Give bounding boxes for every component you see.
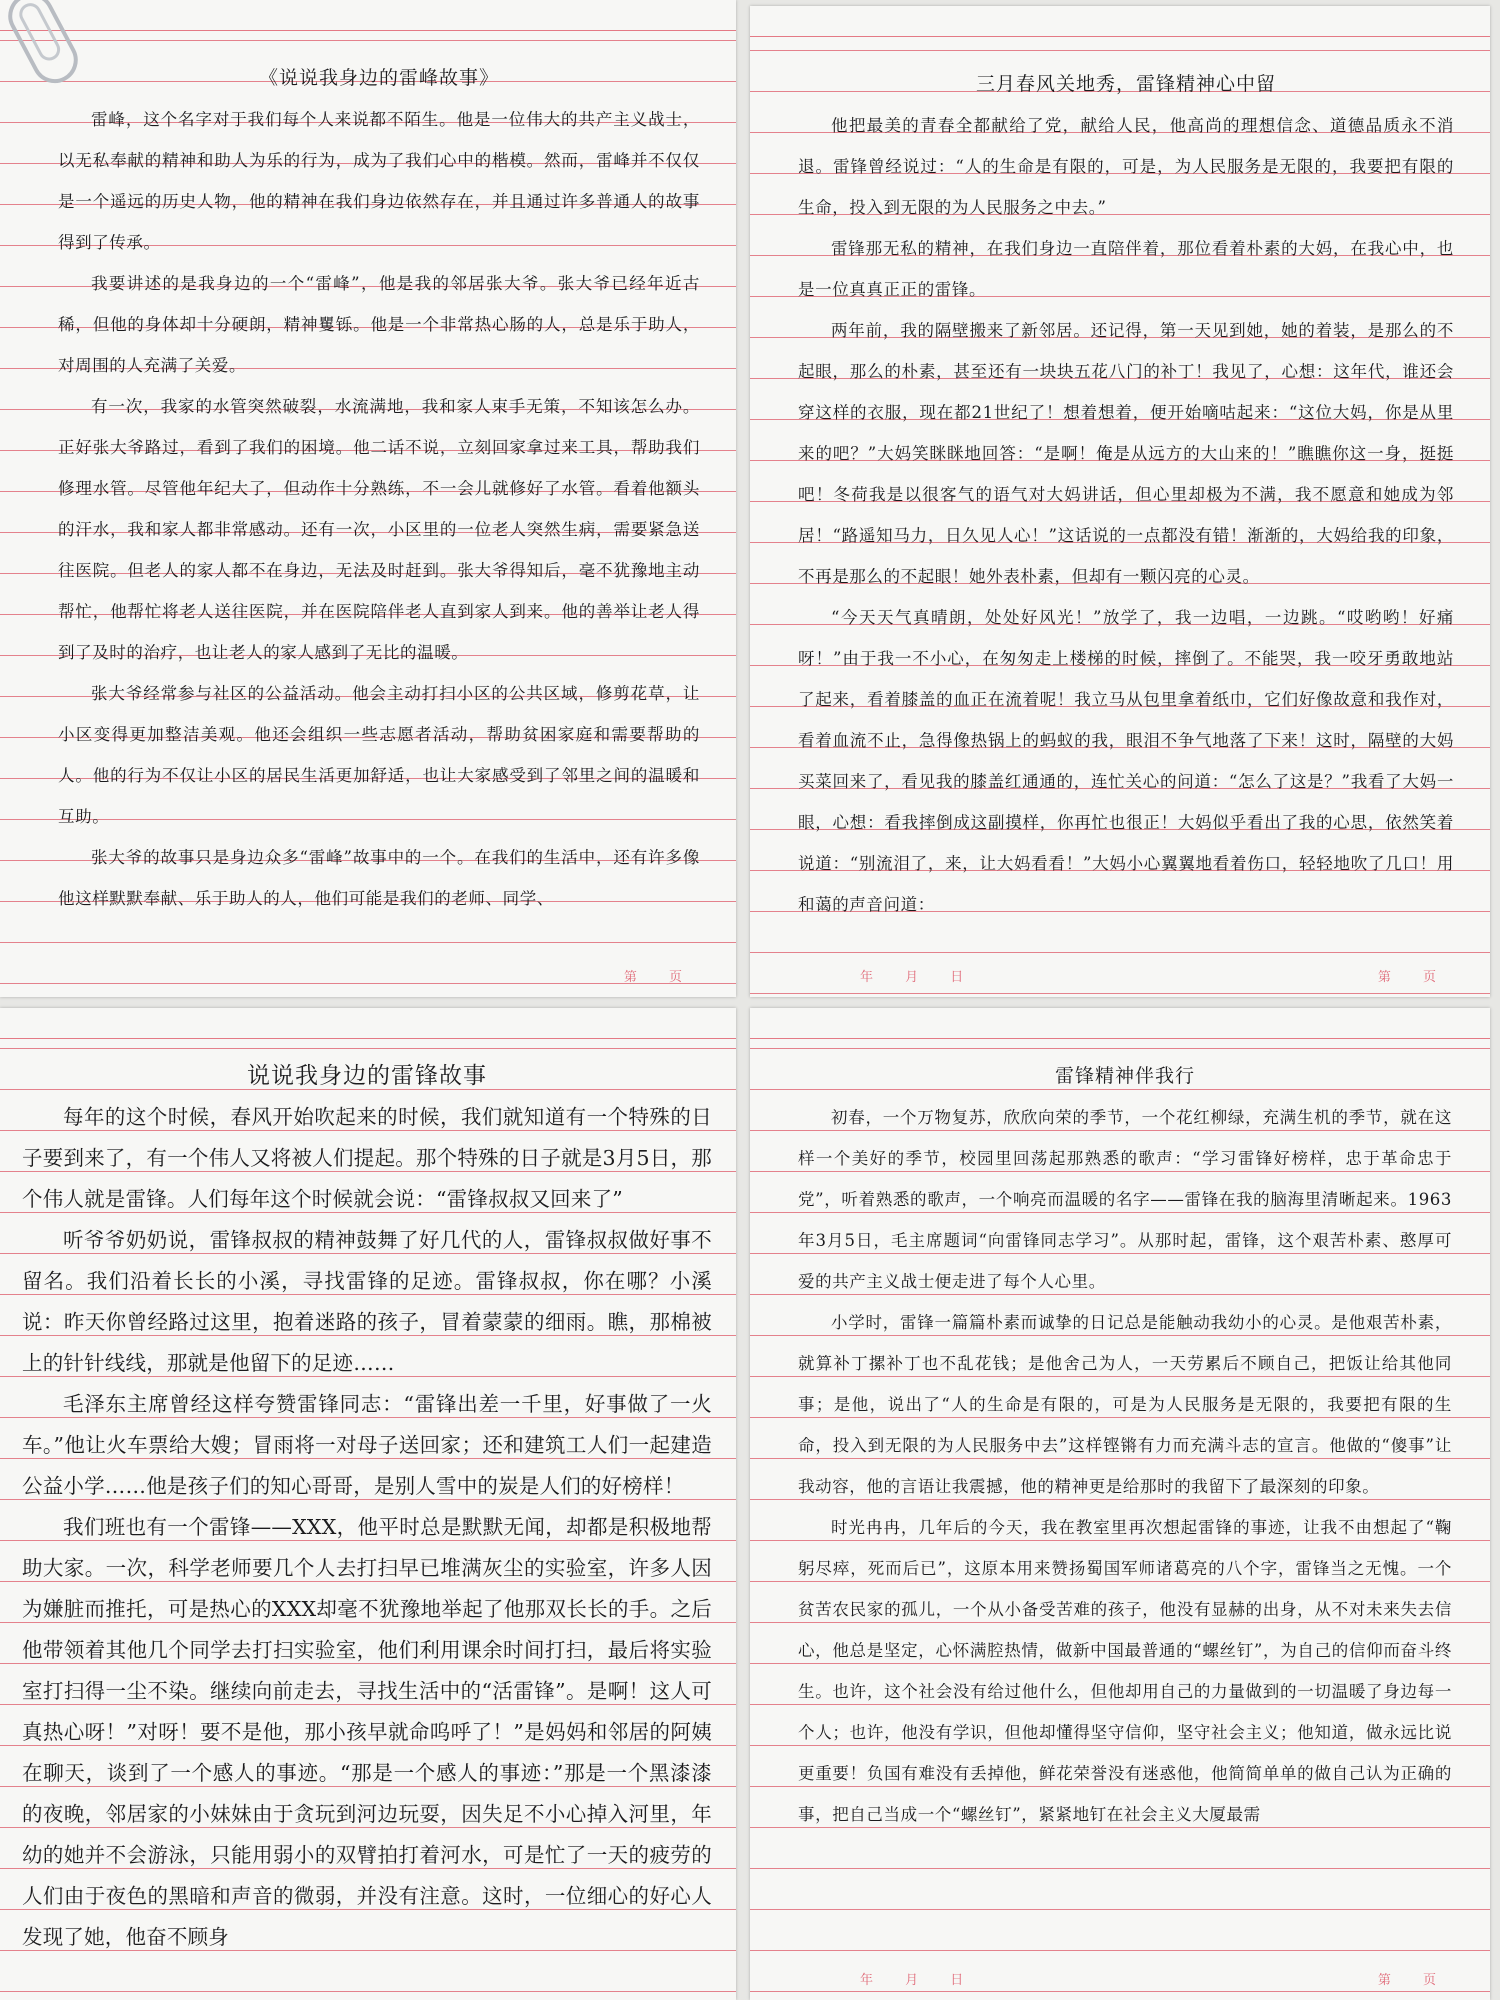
essay-page-1 xyxy=(0,0,736,997)
essay-1-paragraph: 雷峰，这个名字对于我们每个人来说都不陌生。他是一位伟大的共产主义战士，以无私奉献的精神和助人为乐的行为，成为了我们心中的楷模。然而，雷峰并不仅仅是一个遥远的历史人物，他的精神在我们身边依然存在，并且通过许多普通人的故事得到了传承。 xyxy=(58,110,700,252)
essay-3-body xyxy=(22,1097,712,1958)
essay-1-title: 《说说我身边的雷峰故事》 xyxy=(258,67,499,89)
essay-2-paragraph: 两年前，我的隔壁搬来了新邻居。还记得，第一天见到她，她的着装，是那么的不起眼，那么的朴素，甚至还有一块块五花八门的补丁！我见了，心想：这年代，谁还会穿这样的衣服，现在都21世纪了！想着想着，便开始嘀咕起来：“这位大妈，你是从里来的吧？”大妈笑眯眯地回答：“是啊！俺是从远方的大山来的！”瞧瞧你这一身，挺挺吧！冬荷我是以很客气的语气对大妈讲话，但心里却极为不满，我不愿意和她成为邻居！“路遥知马力，日久见人心！”这话说的一点都没有错！渐渐的，大妈给我的印象，不再是那么的不起眼！她外表朴素，但却有一颗闪亮的心灵。 xyxy=(798,321,1454,586)
page-number-label: 第 页 xyxy=(1377,970,1450,985)
essay-4-body xyxy=(798,1097,1452,1835)
essay-1-paragraph: 张大爷经常参与社区的公益活动。他会主动打扫小区的公共区域，修剪花草，让小区变得更加整洁美观。他还会组织一些志愿者活动，帮助贫困家庭和需要帮助的人。他的行为不仅让小区的居民生活更加舒适，也让大家感受到了邻里之间的温暖和互助。 xyxy=(58,684,700,826)
essay-1-paragraph: 张大爷的故事只是身边众多“雷峰”故事中的一个。在我们的生活中，还有许多像他这样默默奉献、乐于助人的人，他们可能是我们的老师、同学、 xyxy=(58,848,700,908)
essay-2-title: 三月春风关地秀，雷锋精神心中留 xyxy=(975,73,1276,95)
essay-4-paragraph: 时光冉冉，几年后的今天，我在教室里再次想起雷锋的事迹，让我不由想起了“鞠躬尽瘁，死而后已”，这原本用来赞扬蜀国军师诸葛亮的八个字，雷锋当之无愧。一个贫苦农民家的孤儿，一个从小备受苦难的孩子，他没有显赫的出身，从不对未来失去信心，他总是坚定，心怀满腔热情，做新中国最普通的“螺丝钉”，为自己的信仰而奋斗终生。也许，这个社会没有给过他什么，但他却用自己的力量做到的一切温暖了身边每一个人；也许，他没有学识，但他却懂得坚守信仰，坚守社会主义；他知道，做永远比说更重要！负国有难没有丢掉他，鲜花荣誉没有迷惑他，他简简单单的做自己认为正确的事，把自己当成一个“螺丝钉”，紧紧地钉在社会主义大厦最需 xyxy=(798,1518,1452,1824)
essay-1-body xyxy=(58,99,700,919)
date-label: 年 月 日 xyxy=(860,1973,978,1988)
essay-2-paragraph: “今天天气真晴朗，处处好风光！”放学了，我一边唱，一边跳。“哎哟哟！好痛呀！”由于我一不小心，在匆匆走上楼梯的时候，摔倒了。不能哭，我一咬牙勇敢地站了起来，看着膝盖的血正在流着呢！我立马从包里拿着纸巾，它们好像故意和我作对，看着血流不止，急得像热锅上的蚂蚁的我，眼泪不争气地落了下来！这时，隔壁的大妈买菜回来了，看见我的膝盖红通通的，连忙关心的问道：“怎么了这是？”我看了大妈一眼，心想：看我摔倒成这副摸样，你再忙也很正！大妈似乎看出了我的心思，依然笑着说道：“别流泪了，来，让大妈看看！”大妈小心翼翼地看着伤口，轻轻地吹了几口！用和蔼的声音问道： xyxy=(798,608,1454,914)
essay-1-paragraph: 我要讲述的是我身边的一个“雷峰”，他是我的邻居张大爷。张大爷已经年近古稀，但他的身体却十分硬朗，精神矍铄。他是一个非常热心肠的人，总是乐于助人，对周围的人充满了关爱。 xyxy=(58,274,700,375)
essay-page-4 xyxy=(750,1008,1490,2000)
essay-page-2 xyxy=(750,6,1490,997)
essay-2-paragraph: 他把最美的青春全都献给了党，献给人民，他高尚的理想信念、道德品质永不消退。雷锋曾经说过：“人的生命是有限的，可是，为人民服务是无限的，我要把有限的生命，投入到无限的为人民服务之中去。” xyxy=(798,116,1454,217)
page-number-label: 第 页 xyxy=(1377,1973,1450,1988)
essay-4-paragraph: 小学时，雷锋一篇篇朴素而诚挚的日记总是能触动我幼小的心灵。是他艰苦朴素，就算补丁摞补丁也不乱花钱；是他舍己为人，一天劳累后不顾自己，把饭让给其他同事；是他，说出了“人的生命是有限的，可是为人民服务是无限的，我要把有限的生命，投入到无限的为人民服务中去”这样铿锵有力而充满斗志的宣言。他做的“傻事”让我动容，他的言语让我震撼，他的精神更是给那时的我留下了最深刻的印象。 xyxy=(798,1313,1452,1496)
date-label: 年 月 日 xyxy=(860,970,978,985)
essay-2-body xyxy=(798,105,1454,925)
page-number-label: 第 页 xyxy=(623,970,696,985)
essay-3-paragraph: 我们班也有一个雷锋——XXX，他平时总是默默无闻，却都是积极地帮助大家。一次，科学老师要几个人去打扫早已堆满灰尘的实验室，许多人因为嫌脏而推托，可是热心的XXX却毫不犹豫地举起了他那双长长的手。之后他带领着其他几个同学去打扫实验室，他们利用课余时间打扫，最后将实验室打扫得一尘不染。继续向前走去，寻找生活中的“活雷锋”。是啊！这人可真热心呀！”对呀！要不是他，那小孩早就命呜呼了！”是妈妈和邻居的阿姨在聊天，谈到了一个感人的事迹。“那是一个感人的事迹：”那是一个黑漆漆的夜晚，邻居家的小妹妹由于贪玩到河边玩耍，因失足不小心掉入河里，年幼的她并不会游泳，只能用弱小的双臂拍打着河水，可是忙了一天的疲劳的人们由于夜色的黑暗和声音的微弱，并没有注意。这时，一位细心的好心人发现了她，他奋不顾身 xyxy=(22,1515,712,1949)
essay-2-paragraph: 雷锋那无私的精神，在我们身边一直陪伴着，那位看着朴素的大妈，在我心中，也是一位真真正正的雷锋。 xyxy=(798,239,1454,299)
essay-3-paragraph: 毛泽东主席曾经这样夸赞雷锋同志：“雷锋出差一千里，好事做了一火车。”他让火车票给大嫂；冒雨将一对母子送回家；还和建筑工人们一起建造公益小学……他是孩子们的知心哥哥，是别人雪中的炭是人们的好榜样！ xyxy=(22,1392,712,1498)
essay-3-paragraph: 每年的这个时候，春风开始吹起来的时候，我们就知道有一个特殊的日子要到来了，有一个伟人又将被人们提起。那个特殊的日子就是3月5日，那个伟人就是雷锋。人们每年这个时候就会说：“雷锋叔叔又回来了” xyxy=(22,1105,712,1211)
essay-4-paragraph: 初春，一个万物复苏，欣欣向荣的季节，一个花红柳绿，充满生机的季节，就在这样一个美好的季节，校园里回荡起那熟悉的歌声：“学习雷锋好榜样，忠于革命忠于党”，听着熟悉的歌声，一个响亮而温暖的名字——雷锋在我的脑海里清晰起来。1963年3月5日，毛主席题词“向雷锋同志学习”。从那时起，雷锋，这个艰苦朴素、憨厚可爱的共产主义战士便走进了每个人心里。 xyxy=(798,1108,1452,1291)
essay-page-3 xyxy=(0,1008,736,2000)
essay-1-paragraph: 有一次，我家的水管突然破裂，水流满地，我和家人束手无策，不知该怎么办。正好张大爷路过，看到了我们的困境。他二话不说，立刻回家拿过来工具，帮助我们修理水管。尽管他年纪大了，但动作十分熟练，不一会儿就修好了水管。看着他额头的汗水，我和家人都非常感动。还有一次，小区里的一位老人突然生病，需要紧急送往医院。但老人的家人都不在身边，无法及时赶到。张大爷得知后，毫不犹豫地主动帮忙，他帮忙将老人送往医院，并在医院陪伴老人直到家人到来。他的善举让老人得到了及时的治疗，也让老人的家人感到了无比的温暖。 xyxy=(58,397,700,662)
essay-3-title: 说说我身边的雷锋故事 xyxy=(247,1063,487,1089)
essay-3-paragraph: 听爷爷奶奶说，雷锋叔叔的精神鼓舞了好几代的人，雷锋叔叔做好事不留名。我们沿着长长的小溪，寻找雷锋的足迹。雷锋叔叔，你在哪？小溪说：昨天你曾经路过这里，抱着迷路的孩子，冒着蒙蒙的细雨。瞧，那棉被上的针针线线，那就是他留下的足迹…… xyxy=(22,1228,712,1375)
essay-4-title: 雷锋精神伴我行 xyxy=(1054,1065,1195,1087)
